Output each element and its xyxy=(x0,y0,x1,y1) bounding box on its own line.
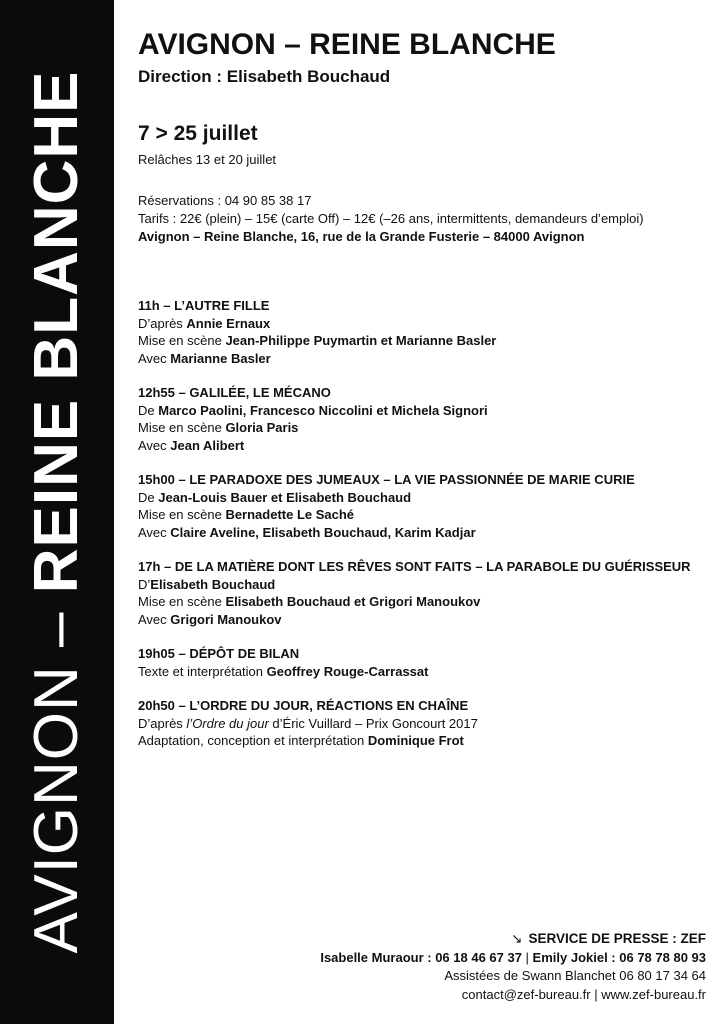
sidebar-vertical-title xyxy=(22,70,91,954)
show-credit xyxy=(138,437,718,455)
show-credit xyxy=(138,611,718,629)
credit-name: Geoffrey Rouge-Carrassat xyxy=(266,663,429,679)
credit-label: Mise en scène xyxy=(138,507,226,522)
credit-name: Jean-Louis Bauer et Elisabeth Bouchaud xyxy=(158,489,412,505)
credit-label: Avec xyxy=(138,611,171,627)
arrow-down-right-icon: ↘ xyxy=(511,931,523,946)
credit-label: Avec xyxy=(138,350,171,366)
show-title: 19h05 – DÉPÔT DE BILAN xyxy=(138,646,300,661)
credit-name: Elisabeth Bouchaud et Grigori Manoukov xyxy=(225,594,481,609)
credit-name: Grigori Manoukov xyxy=(170,611,282,627)
address-line: Avignon – Reine Blanche, 16, rue de la Grande Fusterie – 84000 Avignon xyxy=(138,229,585,244)
show-item xyxy=(138,645,718,680)
show-title: 20h50 – L’ORDRE DU JOUR, RÉACTIONS EN CHAÎNE xyxy=(138,698,469,713)
sidebar-city: AVIGNON – xyxy=(22,593,91,954)
press-web xyxy=(320,986,706,1005)
show-credit xyxy=(138,593,718,611)
show-credit xyxy=(138,506,718,524)
relache-note: Relâches 13 et 20 juillet xyxy=(138,152,277,167)
contact-emily: Emily Jokiel : 06 78 78 80 93 xyxy=(532,949,706,965)
contact-isabelle: Isabelle Muraour : 06 18 46 67 37 xyxy=(320,949,522,965)
show-title: 11h – L’AUTRE FILLE xyxy=(138,298,270,313)
credit-name: Claire Aveline, Elisabeth Bouchaud, Karim Kadjar xyxy=(170,524,476,540)
credit-name: Jean Alibert xyxy=(170,437,245,453)
show-credit xyxy=(138,350,718,368)
press-assist: Assistées de Swann Blanchet 06 80 17 34 64 xyxy=(444,968,706,983)
credit-label: Adaptation, conception et interprétation xyxy=(138,733,368,748)
press-title xyxy=(320,930,706,949)
show-credit xyxy=(138,715,718,733)
credit-label: Texte et interprétation xyxy=(138,663,267,679)
credit-label: Avec xyxy=(138,437,171,453)
separator: | xyxy=(521,949,533,965)
programme-list xyxy=(138,297,718,767)
credit-name: Marianne Basler xyxy=(170,350,271,366)
credit-name: Jean-Philippe Puymartin et Marianne Basler xyxy=(225,333,497,348)
credit-label: De xyxy=(138,489,159,505)
show-title: 17h – DE LA MATIÈRE DONT LES RÊVES SONT FAITS – LA PARABOLE DU GUÉRISSEUR xyxy=(138,559,691,574)
credit-label: De xyxy=(138,402,159,418)
show-credit xyxy=(138,315,718,333)
credit-label: Mise en scène xyxy=(138,333,226,348)
credit-name: Bernadette Le Saché xyxy=(225,507,355,522)
credit-label: D’après xyxy=(138,315,187,331)
credit-label: Avec xyxy=(138,524,171,540)
page-title: AVIGNON – REINE BLANCHE xyxy=(138,28,556,61)
separator: | xyxy=(590,986,602,1002)
credit-name: Elisabeth Bouchaud xyxy=(150,576,276,592)
credit-label: Mise en scène xyxy=(138,420,226,435)
book-title: l’Ordre du jour xyxy=(186,715,269,731)
show-item xyxy=(138,297,718,367)
show-credit xyxy=(138,489,718,507)
sidebar-venue: REINE BLANCHE xyxy=(22,70,91,594)
show-credit xyxy=(138,332,718,350)
email-link[interactable]: contact@zef-bureau.fr xyxy=(461,986,591,1002)
show-credit xyxy=(138,419,718,437)
show-credit xyxy=(138,402,718,420)
show-item xyxy=(138,384,718,454)
press-contact xyxy=(320,930,706,1004)
direction-line: Direction : Elisabeth Bouchaud xyxy=(138,67,391,86)
press-phones xyxy=(320,949,706,968)
show-item xyxy=(138,558,718,628)
credit-label: D’ xyxy=(138,576,151,592)
credit-name: Gloria Paris xyxy=(225,420,299,435)
show-credit xyxy=(138,732,718,750)
credit-name: Marco Paolini, Francesco Niccolini et Michela Signori xyxy=(158,402,488,418)
website-link[interactable]: www.zef-bureau.fr xyxy=(601,986,706,1002)
festival-dates: 7 > 25 juillet xyxy=(138,122,258,145)
credit-name: Dominique Frot xyxy=(367,733,464,748)
show-item xyxy=(138,471,718,541)
show-item xyxy=(138,697,718,750)
sidebar-band xyxy=(0,0,114,1024)
credit-name: Annie Ernaux xyxy=(186,315,271,331)
reservations-line: Réservations : 04 90 85 38 17 xyxy=(138,193,312,208)
show-title: 12h55 – GALILÉE, LE MÉCANO xyxy=(138,385,331,400)
show-credit xyxy=(138,524,718,542)
credit-label: D’après xyxy=(138,715,187,731)
press-title-text: SERVICE DE PRESSE : ZEF xyxy=(528,931,706,946)
show-credit xyxy=(138,663,718,681)
credit-label: Mise en scène xyxy=(138,594,226,609)
info-block xyxy=(138,192,644,246)
credit-suffix: d’Éric Vuillard – Prix Goncourt 2017 xyxy=(268,715,478,731)
show-title: 15h00 – LE PARADOXE DES JUMEAUX – LA VIE PASSIONNÉE DE MARIE CURIE xyxy=(138,472,635,487)
show-credit xyxy=(138,576,718,594)
tarifs-line: Tarifs : 22€ (plein) – 15€ (carte Off) – 12€ (–26 ans, intermittents, demandeurs d’emploi) xyxy=(138,211,644,226)
